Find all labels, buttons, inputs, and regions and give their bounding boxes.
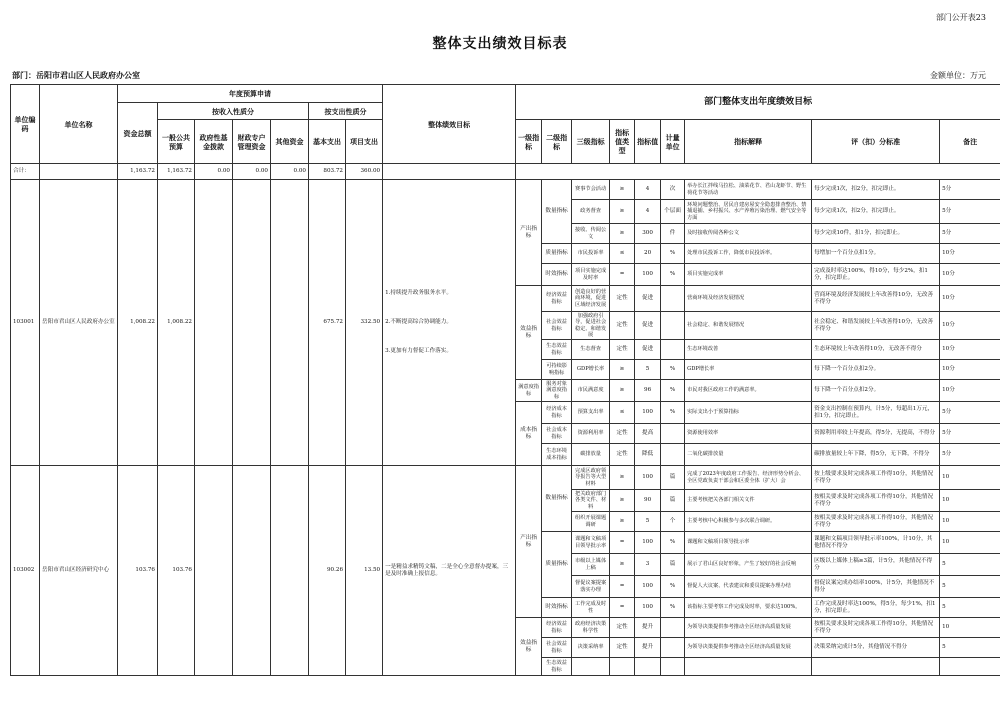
department-label: 部门：岳阳市君山区人民政府办公室 [12,70,140,80]
table-row: 督促议案提案落实办理 = 100 % 督促人大议案、代表建议和委员提案办理办结 督促议案完成办结率100%，计5分，其他情况不得分 5 [11,576,1000,598]
unit2-general: 103.76 [158,466,195,676]
col-basic: 基本支出 [309,120,346,164]
unit1-general: 1,008.22 [158,180,195,466]
table-row: 接收、传阅公文 ≥ 300 件 及时接收传阅各种公文 每少完成10件，扣1分，扣完即止。 5分 [11,224,1000,244]
unit1-r0-l3: 赛事节会活动 [572,180,610,200]
unit1-l2-sustain: 可持续影响指标 [542,360,572,380]
unit1-goal-2: 2.不断提高综合协调能力。 [385,319,452,325]
currency-unit-label: 金额单位：万元 [930,71,986,80]
total-amount: 1,163.72 [118,164,158,180]
unit1-l2-social: 社会效益指标 [542,312,572,340]
unit1-r0-unit: 次 [661,180,685,200]
unit1-l2-eco-cost: 生态环境成本指标 [542,444,572,466]
performance-table [10,84,1000,676]
table-row: 市级以上媒体上稿 ≥ 3 篇 展示了君山区良好形象，产生了较好的社会反响 区级以上媒体上稿≥3篇，计5分，其他情况不得分 5 [11,554,1000,576]
unit1-r0-type: ≥ [610,180,635,200]
unit1-r0-score: 每少完成1次，扣2分，扣完即止。 [812,180,940,200]
col-by-expenditure: 按支出性质分 [309,103,383,120]
table-row: 生态效益指标 生态督查 定性 促进 生态环境改善 生态环境较上年改善得10分，无改善不得分 10分 [11,340,1000,360]
col-note: 备注 [940,120,1000,164]
col-l2: 二级指标 [542,120,572,164]
table-row: 成本指标 经济成本指标 预算支出率 ≤ 100 % 实际支出小于预算指标 资金支出控制在预算内，计5分，每超出1万元，扣1分，扣完即止。 5分 [11,402,1000,424]
unit1-l1-satisfaction: 满意度指标 [516,380,542,402]
unit2-l2-social: 社会效益指标 [542,638,572,658]
unit2-project: 13.50 [346,466,383,676]
table-number-label: 部门公开表23 [935,13,986,22]
table-row: 质量指标 课题和文稿项目领导批示率 = 100 % 课题和文稿项目领导批示率 课题和文稿项目领导批示率100%，计10分，其他情况不得分 10 [11,532,1000,554]
col-general: 一般公共预算 [158,120,195,164]
col-val-type: 指标值类型 [610,120,635,164]
unit1-name: 岳阳市君山区人民政府办公室 [40,180,118,466]
unit1-r0-val: 4 [635,180,661,200]
unit2-l2-timeliness: 时效指标 [542,598,572,618]
col-project: 项目支出 [346,120,383,164]
col-other: 其他资金 [271,120,309,164]
table-row: 满意度指标 服务对象满意度指标 市民满意度 ≥ 96 % 市民对我区政府工作的满意率。 每下降一个百分点扣2分。 10分 [11,380,1000,402]
unit1-goal-3: 3.更加有力督促工作落实。 [385,348,452,354]
table-row: 质量指标 市民投诉率 ≤ 20 % 处理市民投诉工作，降低市民投诉率。 每增加一个百分点扣1分。 10分 [11,244,1000,264]
total-general: 1,163.72 [158,164,195,180]
unit1-l1-cost: 成本指标 [516,402,542,466]
unit1-l1-output: 产出指标 [516,180,542,286]
table-row: 把关政府部门各类文件、材料 ≥ 90 篇 主要考核把关各部门相关文件 按相关要求及时完成各项工作得10分，其他情况不得分 10 [11,490,1000,512]
unit1-goals [383,180,516,466]
table-row: 社会成本指标 资源利用率 定性 提高 资源使用效率 资源利用率较上年提高，得5分，无提高，不得分 5分 [11,424,1000,444]
unit2-name: 岳阳市君山区经济研究中心 [40,466,118,676]
unit1-r0-explain: 举办长江拌线马拉松、油菜花节、君山龙虾节、野生荷花节等活动 [685,180,812,200]
unit2-basic: 90.26 [309,466,346,676]
table-row: 时效指标 项目实施完成及时率 = 100 % 项目实施完成率 完成及时率达100%，得10分，每少2%，扣1分，扣完即止。 10分 [11,264,1000,286]
col-score: 评（扣）分标准 [812,120,940,164]
col-explain: 指标解释 [685,120,812,164]
table-row: 组织开展课题调研 ≥ 5 个 主要考核中心积极参与多次联合调研。 按相关要求及时完成各项工作得10分，其他情况不得分 10 [11,512,1000,532]
table-row: 效益指标 经济效益指标 政府经济决策科学性 定性 提升 为领导决策提供参考推动全区经济高质量发展 按相关要求及时完成各项工作得10分，其他情况不得分 10 [11,618,1000,638]
col-l3: 三级指标 [572,120,610,164]
total-gov: 0.00 [195,164,233,180]
unit1-l1-benefit: 效益指标 [516,286,542,380]
unit2-goal: 一是精益求精铸文稿，二是全心全意督办提案，三是及时准确上报信息。 [383,466,516,676]
col-fiscal: 财政专户管理资金 [233,120,271,164]
table-row [11,180,1000,200]
unit1-l2-social-cost: 社会成本指标 [542,424,572,444]
unit1-l2-service: 服务对象满意度指标 [542,380,572,402]
unit1-goal-1: 1.持续提升政务服务水平。 [385,290,452,296]
unit2-total: 103.76 [118,466,158,676]
col-overall-goal: 整体绩效目标 [383,85,516,164]
table-row: 社会效益指标 决策采纳率 定性 提升 为领导决策提供参考推动全区经济高质量发展 决策采纳完成计5分，其他情况不得分 5 [11,638,1000,658]
unit2-l2-quality: 质量指标 [542,532,572,598]
unit1-project: 332.50 [346,180,383,466]
unit1-l2-quantity: 数量指标 [542,180,572,244]
total-project: 360.00 [346,164,383,180]
table-row: 政务督查 ≥ 4 个层面 环境问题整治、居民自建房屋安全隐患排查整治、禁捕退捕、乡村振兴、水产养殖污染治理、燃气安全等方面 每少完成1次，扣2分，扣完即止。 5分 [11,200,1000,224]
table-row: 生态环境成本指标 碳排放量 定性 降低 二氧化碳排放量 碳排放量较上年下降，得5分，无下降，不得分 5分 [11,444,1000,466]
table-row: 效益指标 经济效益指标 创造良好的营商环境，促进区域经济发展 定性 促进 营商环境及经济发展情况 营商环境及经济发展较上年改善得10分，无改善不得分 10分 [11,286,1000,312]
table-row: 社会效益指标 加强政府引导，促进社会稳定、和谐发展 定性 促进 社会稳定、和谐发展情况 社会稳定、和谐发展较上年改善得10分，无改善不得分 10分 [11,312,1000,340]
unit2-l2-quantity: 数量指标 [542,466,572,532]
unit1-basic: 675.72 [309,180,346,466]
unit2-code: 103002 [11,466,40,676]
unit1-l2-econ-cost: 经济成本指标 [542,402,572,424]
header-row-1 [11,85,1000,103]
unit2-l1-output: 产出指标 [516,466,542,618]
unit2-l2-ecological: 生态效益指标 [542,658,572,676]
col-unit: 计量单位 [661,120,685,164]
total-other: 0.00 [271,164,309,180]
unit1-l2-economic: 经济效益指标 [542,286,572,312]
col-l1: 一级指标 [516,120,542,164]
col-name: 单位名称 [40,85,118,164]
table-row: 103002 岳阳市君山区经济研究中心 103.76 103.76 90.26 13.50 一是精益求精铸文稿，二是全心全意督办提案，三是及时准确上报信息。 产出指标 数量指标 完成区政府领导报告等大型材料 ≥ 100 篇 完成了2023年度政府工作报告、经济形势分析会、全区党政负责干部会和区委全体（扩大）会 按上级要求及时完成各项工作得10分，其他情况不得分 10 [11,466,1000,490]
unit1-total: 1,008.22 [118,180,158,466]
total-basic: 803.72 [309,164,346,180]
table-row: 时效指标 工作完成及时性 = 100 % 该指标主要考察工作完成及时率，要求达100%。 工作完成及时率达100%，得5分，每少1%，扣1分，扣完即止。 5 [11,598,1000,618]
unit1-l2-quality: 质量指标 [542,244,572,264]
total-row [11,164,1000,180]
col-by-income: 按收入性质分 [158,103,309,120]
col-val: 指标值 [635,120,661,164]
col-dept-goal: 部门整体支出年度绩效目标 [516,85,1000,120]
col-total: 资金总额 [118,103,158,164]
col-code: 单位编码 [11,85,40,164]
total-label: 合计： [11,164,40,180]
unit1-code: 103001 [11,180,40,466]
total-fiscal: 0.00 [233,164,271,180]
table-row: 可持续影响指标 GDP增长率 ≥ 5 % GDP增长率 每下降一个百分点扣2分。 10分 [11,360,1000,380]
unit1-l2-ecological: 生态效益指标 [542,340,572,360]
col-annual-budget: 年度预算申请 [118,85,383,103]
page-title: 整体支出绩效目标表 [432,36,568,52]
col-gov-fund: 政府性基金拨款 [195,120,233,164]
unit1-l2-timeliness: 时效指标 [542,264,572,286]
unit2-l2-economic: 经济效益指标 [542,618,572,638]
unit1-r0-note: 5分 [940,180,1000,200]
unit2-l1-benefit: 效益指标 [516,618,542,676]
